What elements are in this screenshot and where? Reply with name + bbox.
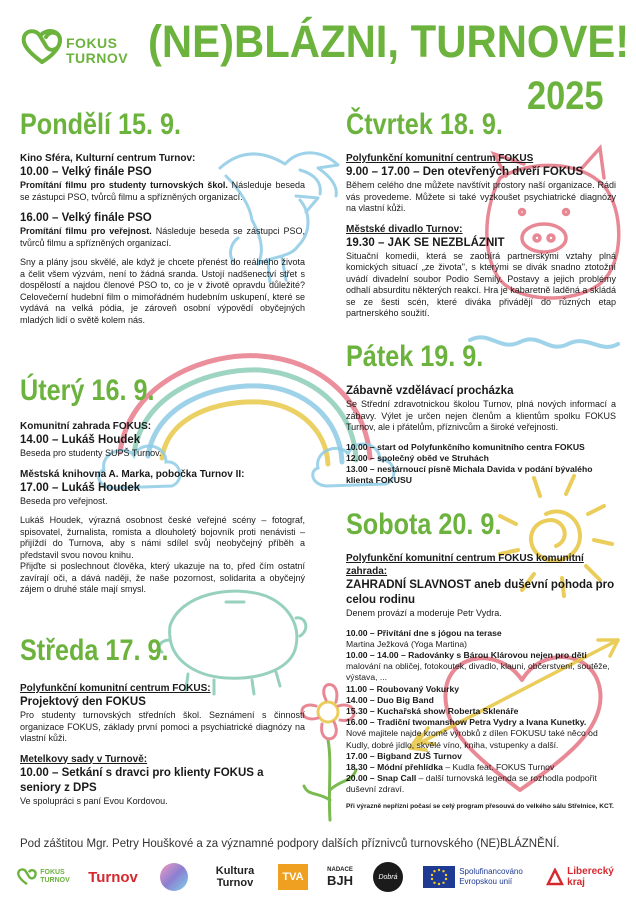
partner-text: Dobrá — [373, 862, 403, 892]
monday-block — [20, 152, 305, 326]
schedule-extra-inline: – další turnovská legenda se rozhodla podpořit duševní zdraví. — [346, 773, 597, 795]
partner-text: Liberecký — [567, 866, 614, 877]
schedule-time: 18.30 — [346, 761, 368, 772]
monday-title: Pondělí 15. 9. — [20, 108, 182, 141]
heart-logo-icon — [16, 867, 38, 887]
saturday-title: Sobota 20. 9. — [346, 508, 502, 541]
tuesday-about2: Přijďte si poslechnout člověka, který ukazuje na to, před čím ostatní zavírají oči, a dává naději, že naše pozornost, solidarita a obyčejný zájem o druhé stále mají smysl. — [20, 561, 305, 594]
schedule-extra-inline: – Kudla feat. FOKUS Turnov — [442, 761, 555, 772]
monday-event2-text: Následuje beseda se zástupci PSO, tvůrců filmu a spřízněných organizací. — [20, 226, 305, 248]
partner-text: TVA — [278, 864, 308, 890]
saturday-schedule-item — [346, 762, 616, 773]
main-title: (NE)BLÁZNI, TURNOVE! — [148, 16, 630, 67]
wednesday-event1-head: Projektový den FOKUS — [20, 696, 146, 708]
wednesday-venue1: Polyfunkční komunitní centrum FOKUS: — [20, 683, 211, 694]
saturday-schedule-extra: Nové majitele najde kromě výrobků z dílen FOKUSU také něco od Kudly, dobré jídlo, skvělé víno, kniha, vstupenky a další. — [346, 728, 598, 750]
schedule-text: – Tradiční twomanshow Petra Vydry a Ivana Kunetky. — [367, 717, 587, 728]
schedule-time: 13.00 — [346, 463, 368, 474]
patronage-text: Pod záštitou Mgr. Petry Houškové a za významné podpory dalších příznivců turnovského (NE)BLÁZNĚNÍ. — [20, 838, 560, 850]
schedule-time: 15.30 — [346, 705, 368, 716]
partner-text: Spolufinancováno — [459, 867, 523, 876]
tuesday-block — [20, 420, 305, 596]
saturday-schedule-item — [346, 751, 616, 762]
schedule-text: – Bigband ZUŠ Turnov — [367, 750, 462, 761]
schedule-text: – Duo Big Band — [367, 694, 434, 705]
saturday-schedule-item — [346, 628, 616, 639]
wednesday-event2-desc: Ve spolupráci s paní Evou Kordovou. — [20, 795, 168, 806]
monday-event2-bold: Promítání filmu pro veřejnost. — [20, 226, 152, 236]
tuesday-event2-desc: Beseda pro veřejnost. — [20, 495, 108, 506]
partner-dark-circle-logo — [368, 860, 408, 894]
monday-event1-text: Následuje beseda se zástupci PSO, tvůrců filmu a spřízněných organizací. — [20, 180, 305, 202]
partner-text: kraj — [567, 877, 585, 888]
fokus-turnov-logo — [20, 22, 130, 74]
saturday-event-desc: Denem provází a moderuje Petr Vydra. — [346, 608, 502, 618]
partner-turnov-logo: Turnov — [88, 868, 138, 886]
partner-nadace-bjh-logo — [318, 860, 362, 894]
partner-text: BJH — [326, 872, 353, 888]
saturday-schedule-item — [346, 650, 616, 661]
schedule-text: – Snap Call — [367, 773, 417, 784]
tuesday-venue1: Komunitní zahrada FOKUS: — [20, 421, 152, 432]
friday-schedule-item — [346, 453, 616, 464]
partner-text: Turnov — [216, 877, 254, 889]
thursday-event2-desc: Situační komedii, která se zaobírá partnerskými vztahy plná komických situací „ze života", s kterými se divák snadno ztotožní uvádí divadelní soubor Podio Semily. Postavy a jejich problémy odhalí absurditu některých reakcí. Hra je kabaretně laděná a skládá se ze šesti scén, které diváka přivádějí do různých etap partnerského soužití. — [346, 250, 616, 318]
schedule-time: 14.00 — [346, 694, 368, 705]
friday-event-head: Zábavně vzdělávací procházka — [346, 385, 514, 397]
tuesday-venue2: Městská knihovna A. Marka, pobočka Turnov II: — [20, 468, 245, 480]
friday-block — [346, 384, 616, 486]
schedule-time: 17.00 — [346, 750, 368, 761]
schedule-time: 16.00 — [346, 717, 368, 728]
eu-flag-icon — [423, 866, 455, 888]
partner-tva-logo — [276, 860, 310, 894]
saturday-block — [346, 552, 616, 811]
wednesday-venue2: Metelkovy sady v Turnově: — [20, 753, 148, 765]
partner-fokus-logo — [14, 860, 72, 894]
schedule-text: – Přivítání dne s jógou na terase — [367, 627, 502, 638]
tuesday-event1-head: 14.00 – Lukáš Houdek — [20, 434, 141, 446]
friday-title: Pátek 19. 9. — [346, 340, 484, 373]
partner-text: TURNOV — [40, 877, 70, 884]
tuesday-event1-desc: Beseda pro studenty SUPŠ Turnov. — [20, 448, 162, 458]
monday-event2-desc — [20, 226, 305, 249]
thursday-event2-head: 19.30 – JAK SE NEZBLÁZNIT — [346, 236, 505, 249]
tuesday-about: Lukáš Houdek, výrazná osobnost české veřejné scény – fotograf, spisovatel, žurnalista, romista a dlouholetý bojovník proti nenávisti – přijíždí do Turnova, aby s námi sdílel svůj neobyčejný příběh a představil svou novou knihu. — [20, 515, 305, 560]
saturday-event-head: ZAHRADNÍ SLAVNOST aneb duševní pohoda pro celou rodinu — [346, 579, 615, 606]
schedule-text: – nestárnoucí písně Michala Davida v podání bývalého klienta FOKUSU — [346, 463, 593, 486]
partner-kultura-turnov-logo — [204, 860, 266, 894]
partner-eu-logo — [418, 860, 528, 894]
saturday-schedule-extra: Martina Ježková (Yoga Martina) — [346, 638, 468, 649]
saturday-schedule-item — [346, 717, 616, 728]
logo-text — [66, 36, 128, 66]
schedule-text: – Módní přehlídka — [367, 761, 443, 772]
saturday-schedule-item — [346, 706, 616, 717]
tuesday-event2-head: 17.00 – Lukáš Houdek — [20, 481, 141, 494]
partner-circle-logo — [154, 860, 194, 894]
monday-event1-desc — [20, 180, 305, 203]
schedule-text: – Roubovaný Vokurky — [367, 683, 460, 694]
schedule-time: 10.00 – 14.00 — [346, 649, 399, 660]
partner-logos — [14, 860, 626, 894]
partner-text: Kultura — [215, 865, 255, 877]
schedule-text: – start od Polyfunkčního komunitního centra FOKUS — [367, 441, 585, 452]
schedule-time: 10.00 — [346, 441, 368, 452]
thursday-block — [346, 152, 616, 320]
monday-about: Sny a plány jsou skvělé, ale když je chcete přenést do reálného života a čelit všem výzvám, není to žádná sranda. Ustojí nadšenectví střet s dospělostí a najdou členové PSO to, co je v životě opravdu důležité? Celovečerní hudební film o mimořádném hudebním uskupení, které se vydává na velká pódia, je zároveň osobní výpovědí obyčejných mladých lidí o světě kolem nás. — [20, 257, 305, 325]
circle-logo-icon — [160, 863, 188, 891]
wednesday-title: Středa 17. 9. — [20, 634, 169, 667]
saturday-schedule-item — [346, 695, 616, 706]
schedule-time: 11.00 — [346, 683, 368, 694]
partner-text: NADACE — [327, 866, 353, 873]
friday-schedule-item — [346, 464, 616, 486]
schedule-time: 12.00 — [346, 452, 368, 463]
wednesday-event2-head: 10.00 – Setkání s dravci pro klienty FOKUS a seniory z DPS — [20, 766, 264, 794]
logo-line2: TURNOV — [66, 50, 129, 66]
saturday-schedule-item — [346, 773, 616, 795]
monday-event1-bold: Promítání filmu pro studenty turnovských škol. — [20, 180, 228, 190]
thursday-event1-head: 9.00 – 17.00 – Den otevřených dveří FOKUS — [346, 166, 584, 178]
monday-venue: Kino Sféra, Kulturní centrum Turnov: — [20, 153, 196, 164]
monday-event1-head: 10.00 – Velký finále PSO — [20, 166, 152, 178]
friday-event-desc: Se Střední zdravotnickou školou Turnov, plná nových informací a zábavy. Výlet je určen nejen členům a klientům spolku FOKUS Turnov, ale i přátelům, příznivcům a široké veřejnosti. — [346, 399, 616, 432]
schedule-text: – Kuchařská show Roberta Sklenáře — [367, 705, 519, 716]
schedule-text: – Radovánky s Bárou Klárovou nejen pro děti — [398, 649, 587, 660]
year: 2025 — [527, 74, 604, 118]
thursday-venue1: Polyfunkční komunitní centrum FOKUS — [346, 153, 534, 164]
heart-logo-icon — [20, 26, 64, 68]
saturday-schedule-extra: malování na obličej, fotokoutek, divadlo, klauni, občerstvení, soutěže, výstava, ... — [346, 661, 610, 683]
tuesday-title: Úterý 16. 9. — [20, 374, 155, 407]
thursday-venue2: Městské divadlo Turnov: — [346, 223, 463, 235]
logo-line1: FOKUS — [66, 35, 118, 51]
thursday-title: Čtvrtek 18. 9. — [346, 108, 503, 141]
schedule-text: – společný oběd ve Struhách — [367, 452, 489, 463]
weather-note: Při výrazně nepřízni počasí se celý program přesouvá do velkého sálu Střelnice, KCT. — [346, 802, 614, 810]
saturday-venue: Polyfunkční komunitní centrum FOKUS komunitní zahrada: — [346, 553, 584, 577]
monday-event2-head: 16.00 – Velký finále PSO — [20, 212, 152, 224]
schedule-time: 20.00 — [346, 773, 368, 784]
partner-text: Evropskou unií — [459, 877, 513, 886]
saturday-schedule-item — [346, 684, 616, 695]
partner-text: FOKUS — [40, 869, 65, 876]
wednesday-block — [20, 682, 305, 807]
wednesday-event1-desc: Pro studenty turnovských středních škol. Seznámení s činností organizace FOKUS, základy první pomoci a psychiatrické diagnózy na vlastní kůži. — [20, 710, 305, 743]
kraj-emblem-icon — [546, 868, 564, 886]
thursday-event1-desc: Během celého dne můžete navštívit prostory naší organizace. Rádi vás provedeme. Můžete si také vyzkoušet psychiatrické diagnózy na vlastní kůži. — [346, 180, 616, 213]
partner-liberecky-kraj-logo — [542, 860, 618, 894]
schedule-time: 10.00 — [346, 627, 368, 638]
friday-schedule-item — [346, 442, 616, 453]
